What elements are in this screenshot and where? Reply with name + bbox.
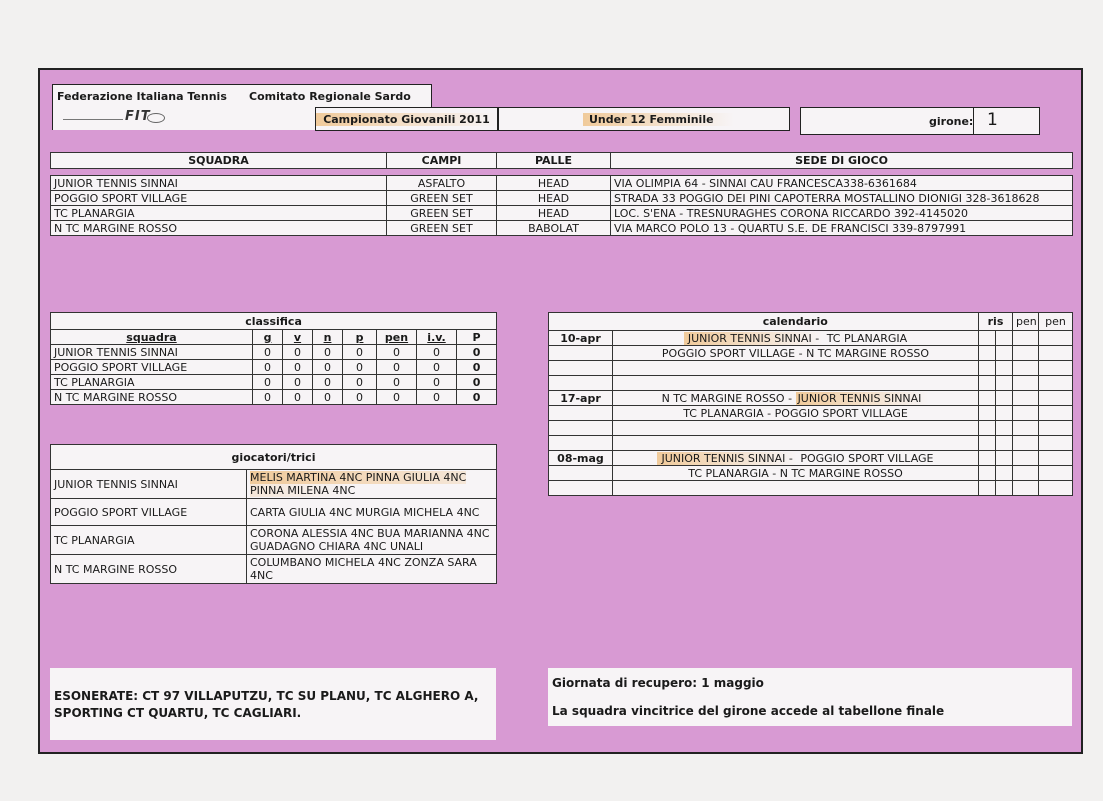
calendario-header-pen: pen (1039, 313, 1073, 331)
classifica-cell: 0 (313, 345, 343, 360)
classifica-cell: 0 (417, 375, 457, 390)
giocatori-team: N TC MARGINE ROSSO (51, 555, 247, 584)
classifica-header-pen: pen (377, 330, 417, 345)
classifica-cell: 0 (283, 345, 313, 360)
giocatori-players: MELIS MARTINA 4NC PINNA GIULIA 4NC PINNA MILENA 4NC (247, 470, 497, 499)
girone-value: 1 (987, 110, 998, 130)
classifica-cell: 0 (377, 375, 417, 390)
match: N TC MARGINE ROSSO - JUNIOR TENNIS SINNAI (613, 391, 979, 406)
classifica-header-n: n (313, 330, 343, 345)
table-row (51, 176, 1073, 191)
table-row (51, 499, 497, 526)
team-sede: VIA MARCO POLO 13 - QUARTU S.E. DE FRANCISCI 339-8797991 (611, 221, 1073, 236)
teams-header-squadra: SQUADRA (51, 153, 387, 169)
classifica-team: N TC MARGINE ROSSO (51, 390, 253, 405)
classifica-cell: 0 (343, 345, 377, 360)
classifica-cell: 0 (377, 345, 417, 360)
categoria-box (498, 107, 790, 131)
team-campi: GREEN SET (387, 191, 497, 206)
team-palle: HEAD (497, 176, 611, 191)
team-name: N TC MARGINE ROSSO (51, 221, 387, 236)
giocatori-title: giocatori/trici (51, 445, 497, 470)
table-row (549, 466, 1073, 481)
classifica-points: 0 (457, 390, 497, 405)
calendario-header-ris: ris (979, 313, 1013, 331)
classifica-team: POGGIO SPORT VILLAGE (51, 360, 253, 375)
classifica-points: 0 (457, 375, 497, 390)
teams-header-palle: PALLE (497, 153, 611, 169)
match: POGGIO SPORT VILLAGE - N TC MARGINE ROSSO (613, 346, 979, 361)
classifica-header-squadra: squadra (51, 330, 253, 345)
classifica-points: 0 (457, 345, 497, 360)
esonerate-box (50, 668, 496, 740)
table-row (51, 345, 497, 360)
table-row (51, 206, 1073, 221)
classifica-table (50, 312, 497, 405)
team-palle: BABOLAT (497, 221, 611, 236)
team-name: JUNIOR TENNIS SINNAI (51, 176, 387, 191)
classifica-cell: 0 (253, 345, 283, 360)
notes-box (548, 668, 1072, 726)
table-row (549, 406, 1073, 421)
team-sede: LOC. S'ENA - TRESNURAGHES CORONA RICCARDO 392-4145020 (611, 206, 1073, 221)
girone-box (800, 107, 1040, 135)
score-sheet (38, 68, 1083, 754)
giocatori-players: CARTA GIULIA 4NC MURGIA MICHELA 4NC (247, 499, 497, 526)
table-row (51, 526, 497, 555)
campionato-box (315, 107, 498, 131)
fit-logo: FIT (63, 109, 173, 125)
table-row (51, 221, 1073, 236)
team-campi: GREEN SET (387, 206, 497, 221)
giocatori-team: POGGIO SPORT VILLAGE (51, 499, 247, 526)
calendario-title: calendario (613, 313, 979, 331)
table-row (51, 390, 497, 405)
vincitrice-text: La squadra vincitrice del girone accede al tabellone finale (552, 704, 945, 718)
table-row (51, 470, 497, 499)
match: JUNIOR TENNIS SINNAI - POGGIO SPORT VILLAGE (613, 451, 979, 466)
calendario-table (548, 312, 1073, 496)
team-name: POGGIO SPORT VILLAGE (51, 191, 387, 206)
campionato-label: Campionato Giovanili 2011 (316, 113, 497, 126)
classifica-cell: 0 (377, 360, 417, 375)
team-name: TC PLANARGIA (51, 206, 387, 221)
table-row (549, 331, 1073, 346)
table-row (51, 191, 1073, 206)
teams-table (50, 152, 1073, 236)
giocatori-players: CORONA ALESSIA 4NC BUA MARIANNA 4NC GUADAGNO CHIARA 4NC UNALI (247, 526, 497, 555)
table-row (549, 346, 1073, 361)
table-row (51, 360, 497, 375)
classifica-cell: 0 (343, 375, 377, 390)
giocatori-team: TC PLANARGIA (51, 526, 247, 555)
classifica-cell: 0 (343, 360, 377, 375)
classifica-header-p: p (343, 330, 377, 345)
table-row (549, 451, 1073, 466)
classifica-title: classifica (51, 313, 497, 330)
classifica-points: 0 (457, 360, 497, 375)
classifica-cell: 0 (253, 360, 283, 375)
classifica-header-points: P (457, 330, 497, 345)
team-palle: HEAD (497, 191, 611, 206)
esonerate-text: ESONERATE: CT 97 VILLAPUTZU, TC SU PLANU, TC ALGHERO A, SPORTING CT QUARTU, TC CAGLIARI. (54, 689, 479, 720)
match: TC PLANARGIA - POGGIO SPORT VILLAGE (613, 406, 979, 421)
classifica-cell: 0 (377, 390, 417, 405)
teams-header-campi: CAMPI (387, 153, 497, 169)
classifica-cell: 0 (313, 360, 343, 375)
classifica-team: TC PLANARGIA (51, 375, 253, 390)
team-sede: VIA OLIMPIA 64 - SINNAI CAU FRANCESCA338-6361684 (611, 176, 1073, 191)
giocatori-team: JUNIOR TENNIS SINNAI (51, 470, 247, 499)
calendario-header-pen: pen (1013, 313, 1039, 331)
team-campi: ASFALTO (387, 176, 497, 191)
round-date: 08-mag (549, 451, 613, 466)
table-row (51, 555, 497, 584)
classifica-cell: 0 (417, 390, 457, 405)
classifica-cell: 0 (417, 360, 457, 375)
classifica-cell: 0 (283, 360, 313, 375)
giocatori-players: COLUMBANO MICHELA 4NC ZONZA SARA 4NC (247, 555, 497, 584)
round-date: 17-apr (549, 391, 613, 406)
classifica-cell: 0 (283, 375, 313, 390)
giocatori-table (50, 444, 497, 584)
girone-label: girone: (929, 115, 974, 128)
teams-header-sede: SEDE DI GIOCO (611, 153, 1073, 169)
round-date: 10-apr (549, 331, 613, 346)
classifica-cell: 0 (417, 345, 457, 360)
classifica-cell: 0 (283, 390, 313, 405)
match: TC PLANARGIA - N TC MARGINE ROSSO (613, 466, 979, 481)
federazione-label: Federazione Italiana Tennis (57, 90, 227, 103)
team-sede: STRADA 33 POGGIO DEI PINI CAPOTERRA MOSTALLINO DIONIGI 328-3618628 (611, 191, 1073, 206)
classifica-header-iv: i.v. (417, 330, 457, 345)
table-row (549, 391, 1073, 406)
classifica-cell: 0 (253, 375, 283, 390)
classifica-team: JUNIOR TENNIS SINNAI (51, 345, 253, 360)
table-row (51, 375, 497, 390)
classifica-cell: 0 (313, 375, 343, 390)
comitato-label: Comitato Regionale Sardo (249, 90, 411, 103)
classifica-header-g: g (253, 330, 283, 345)
team-campi: GREEN SET (387, 221, 497, 236)
team-palle: HEAD (497, 206, 611, 221)
classifica-header-v: v (283, 330, 313, 345)
match: JUNIOR TENNIS SINNAI - TC PLANARGIA (613, 331, 979, 346)
classifica-cell: 0 (343, 390, 377, 405)
categoria-label: Under 12 Femminile (499, 113, 762, 126)
classifica-cell: 0 (313, 390, 343, 405)
recupero-text: Giornata di recupero: 1 maggio (552, 676, 764, 690)
classifica-cell: 0 (253, 390, 283, 405)
